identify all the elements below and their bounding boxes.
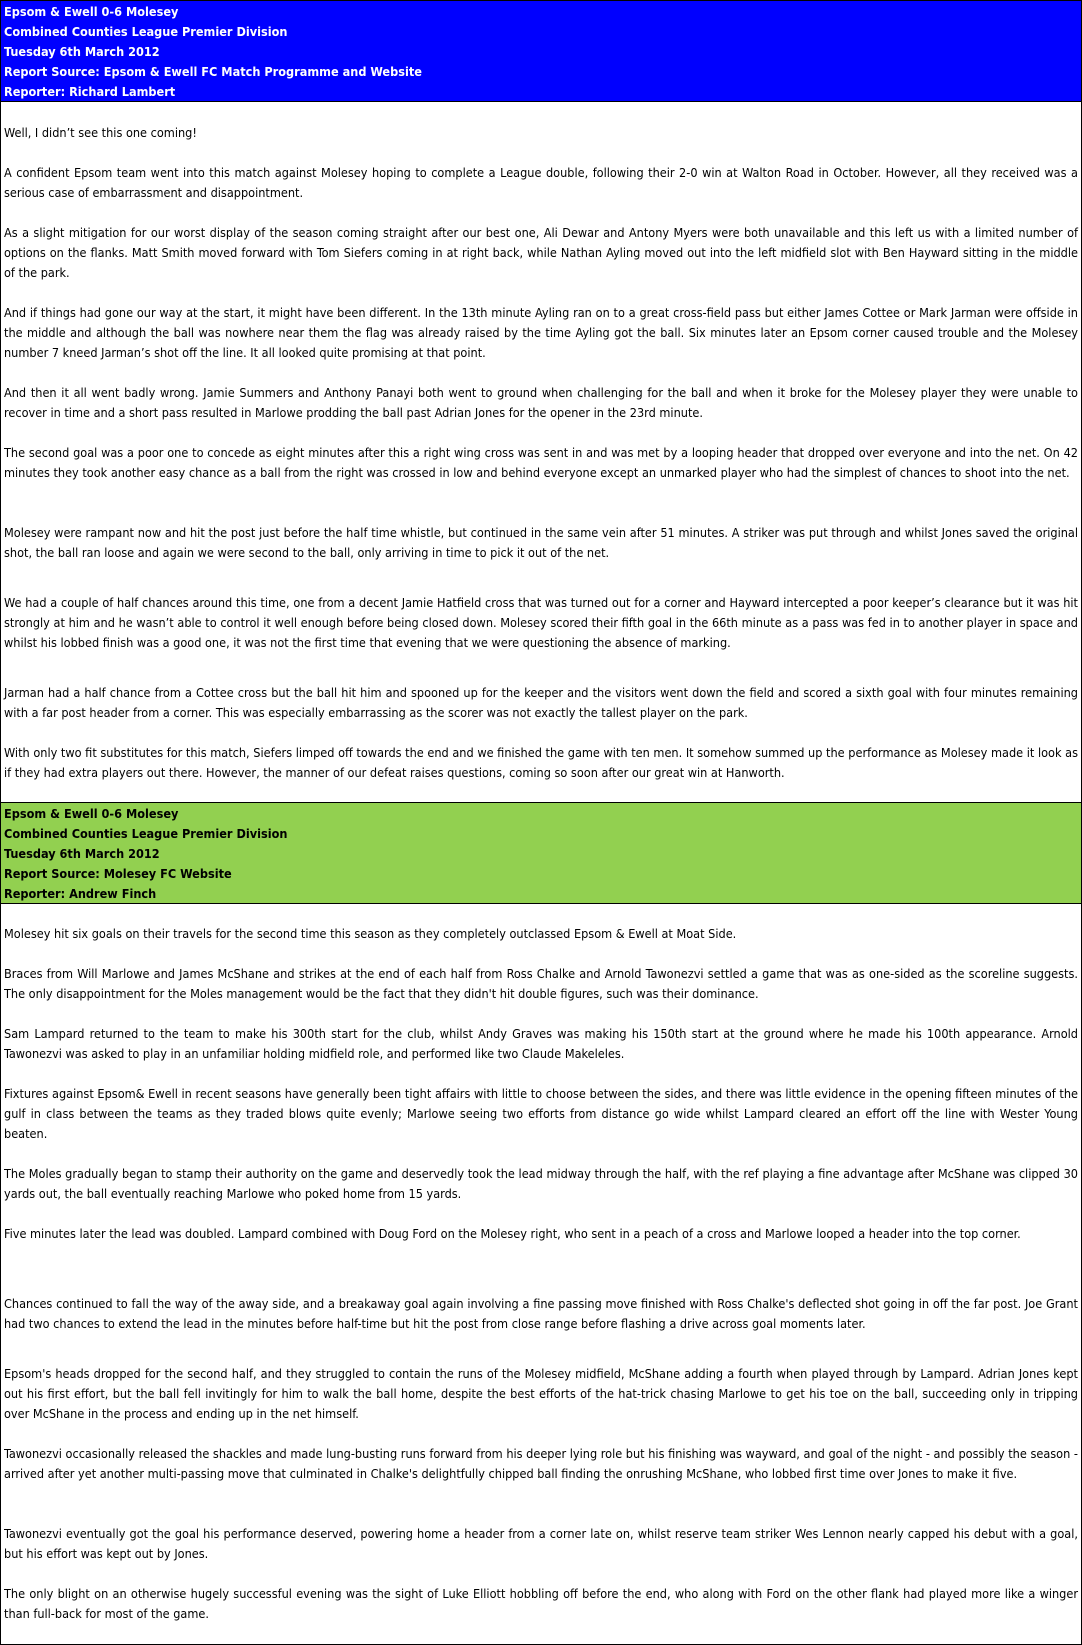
competition: Combined Counties League Premier Division [4,826,288,841]
paragraph: Chances continued to fall the way of the away side, and a breakaway goal again involving a fine passing move finished with Ross Chalke's deflected shot going in off the far post. Joe Grant had two chances to extend the lead in the minutes before half-time but hit the post from close range before flashing a drive across goal moments later. [4,1296,1078,1331]
paragraph: The Moles gradually began to stamp their authority on the game and deservedly took the lead midway through the half, with the ref playing a fine advantage after McShane was clipped 30 yards out, the ball eventually reaching Marlowe who poked home from 15 yards. [4,1166,1078,1201]
competition: Combined Counties League Premier Division [4,24,288,39]
report-source: Report Source: Epsom & Ewell FC Match Programme and Website [4,64,422,79]
paragraph: We had a couple of half chances around this time, one from a decent Jamie Hatfield cross that was turned out for a corner and Hayward intercepted a poor keeper’s clearance but it was hit strongly at him and he wasn’t able to control it well enough before being closed down. Molesey scored their fifth goal in the 66th minute as a pass was fed in to another player in space and whilst his lobbed finish was a good one, it was not the first time that evening that we were questioning the absence of marking. [4,595,1078,650]
paragraph: And if things had gone our way at the start, it might have been different. In the 13th minute Ayling ran on to a great cross-field pass but either James Cottee or Mark Jarman were offside in the middle and although the ball was nowhere near them the flag was already raised by the time Ayling got the ball. Six minutes later an Epsom corner caused trouble and the Molesey number 7 kneed Jarman’s shot off the line. It all looked quite promising at that point. [4,305,1078,360]
paragraph: Jarman had a half chance from a Cottee cross but the ball hit him and spooned up for the keeper and the visitors went down the field and scored a sixth goal with four minutes remaining with a far post header from a corner. This was especially embarrassing as the scorer was not exactly the tallest player on the park. [4,685,1078,720]
reporter: Reporter: Andrew Finch [4,886,157,901]
paragraph: Five minutes later the lead was doubled. Lampard combined with Doug Ford on the Molesey right, who sent in a peach of a cross and Marlowe looped a header into the top corner. [4,1226,1021,1241]
report-source: Report Source: Molesey FC Website [4,866,232,881]
paragraph: The only blight on an otherwise hugely successful evening was the sight of Luke Elliott hobbling off before the end, who along with Ford on the other flank had played more like a winger than full-back for most of the game. [4,1586,1078,1621]
reporter: Reporter: Richard Lambert [4,84,176,99]
match-title: Epsom & Ewell 0-6 Molesey [4,806,179,821]
paragraph: A confident Epsom team went into this match against Molesey hoping to complete a League double, following their 2-0 win at Walton Road in October. However, all they received was a serious case of embarrassment and disappointment. [4,165,1078,200]
match-date: Tuesday 6th March 2012 [4,44,160,59]
paragraph: Molesey were rampant now and hit the post just before the half time whistle, but continued in the same vein after 51 minutes. A striker was put through and whilst Jones saved the original shot, the ball ran loose and again we were second to the ball, only arriving in time to pick it out of the net. [4,525,1078,560]
paragraph: And then it all went badly wrong. Jamie Summers and Anthony Panayi both went to ground when challenging for the ball and when it broke for the Molesey player they were unable to recover in time and a short pass resulted in Marlowe prodding the ball past Adrian Jones for the opener in the 23rd minute. [4,385,1078,420]
match-title: Epsom & Ewell 0-6 Molesey [4,4,179,19]
report-epsom-ewell [0,0,1082,803]
paragraph: Tawonezvi eventually got the goal his performance deserved, powering home a header from a corner late on, whilst reserve team striker Wes Lennon nearly capped his debut with a goal, but his effort was kept out by Jones. [4,1526,1078,1561]
match-date: Tuesday 6th March 2012 [4,846,160,861]
paragraph: Epsom's heads dropped for the second half, and they struggled to contain the runs of the Molesey midfield, McShane adding a fourth when played through by Lampard. Adrian Jones kept out his first effort, but the ball fell invitingly for him to walk the ball home, despite the best efforts of the hat-trick chasing Marlowe to get his toe on the ball, succeeding only in tripping over McShane in the process and ending up in the net himself. [4,1366,1078,1421]
paragraph: Tawonezvi occasionally released the shackles and made lung-busting runs forward from his deeper lying role but his finishing was wayward, and goal of the night - and possibly the season - arrived after yet another multi-passing move that culminated in Chalke's delightfully chipped ball finding the onrushing McShane, who lobbed first time over Jones to make it five. [4,1446,1078,1481]
paragraph: Fixtures against Epsom& Ewell in recent seasons have generally been tight affairs with little to choose between the sides, and there was little evidence in the opening fifteen minutes of the gulf in class between the teams as they traded blows quite evenly; Marlowe seeing two efforts from distance go wide whilst Lampard cleared an effort off the line with Wester Young beaten. [4,1086,1078,1141]
report-molesey [0,802,1082,1645]
report-header [1,803,1081,904]
paragraph: As a slight mitigation for our worst display of the season coming straight after our best one, Ali Dewar and Antony Myers were both unavailable and this left us with a limited number of options on the flanks. Matt Smith moved forward with Tom Siefers coming in at right back, while Nathan Ayling moved out into the left midfield slot with Ben Hayward sitting in the middle of the park. [4,225,1078,280]
paragraph: With only two fit substitutes for this match, Siefers limped off towards the end and we finished the game with ten men. It somehow summed up the performance as Molesey made it look as if they had extra players out there. However, the manner of our defeat raises questions, coming so soon after our great win at Hanworth. [4,745,1078,780]
report-header [1,1,1081,102]
paragraph: Well, I didn’t see this one coming! [4,125,197,140]
paragraph: Sam Lampard returned to the team to make his 300th start for the club, whilst Andy Graves was making his 150th start at the ground where he made his 100th appearance. Arnold Tawonezvi was asked to play in an unfamiliar holding midfield role, and performed like two Claude Makeleles. [4,1026,1078,1061]
paragraph: The second goal was a poor one to concede as eight minutes after this a right wing cross was sent in and was met by a looping header that dropped over everyone and into the net. On 42 minutes they took another easy chance as a ball from the right was crossed in low and behind everyone except an unmarked player who had the simplest of chances to shoot into the net. [4,445,1078,480]
paragraph: Braces from Will Marlowe and James McShane and strikes at the end of each half from Ross Chalke and Arnold Tawonezvi settled a game that was as one-sided as the scoreline suggests. The only disappointment for the Moles management would be the fact that they didn't hit double figures, such was their dominance. [4,966,1078,1001]
paragraph: Molesey hit six goals on their travels for the second time this season as they completely outclassed Epsom & Ewell at Moat Side. [4,926,737,941]
